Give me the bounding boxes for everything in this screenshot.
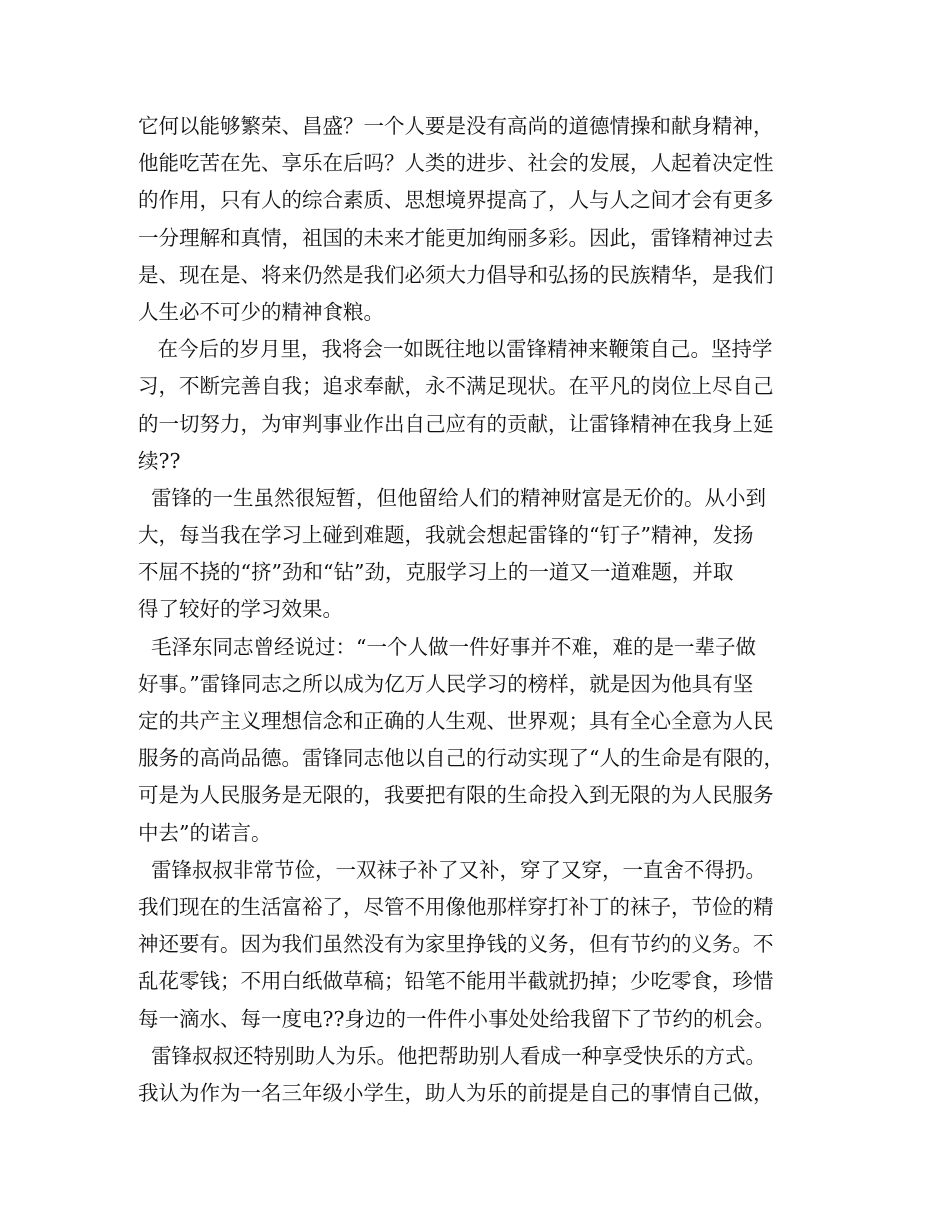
text-line: 中去”的诺言。: [138, 820, 272, 845]
text-line: 雷锋叔叔非常节俭，一双袜子补了又补，穿了又穿，一直舍不得扔。: [138, 857, 767, 882]
text-line: 乱花零钱；不用白纸做草稿；铅笔不能用半截就扔掉；少吃零食，珍惜: [138, 969, 774, 994]
text-line: 服务的高尚品德。雷锋同志他以自己的行动实现了“人的生命是有限的，: [138, 746, 784, 771]
text-line: 续??: [138, 448, 181, 473]
text-line: 雷锋叔叔还特别助人为乐。他把帮助别人看成一种享受快乐的方式。: [138, 1043, 767, 1068]
text-line: 一分理解和真情，祖国的未来才能更加绚丽多彩。因此，雷锋精神过去: [138, 225, 774, 250]
text-line: 不屈不挠的“挤”劲和“钻”劲，克服学习上的一道又一道难题，并取: [138, 560, 734, 585]
text-line: 每一滴水、每一度电??身边的一件件小事处处给我留下了节约的机会。: [138, 1006, 775, 1031]
text-line: 神还要有。因为我们虽然没有为家里挣钱的义务，但有节约的义务。不: [138, 932, 774, 957]
text-line: 好事。”雷锋同志之所以成为亿万人民学习的榜样，就是因为他具有坚: [138, 671, 754, 696]
text-line: 的一切努力，为审判事业作出自己应有的贡献，让雷锋精神在我身上延: [138, 411, 774, 436]
text-line: 他能吃苦在先、享乐在后吗？人类的进步、社会的发展，人起着决定性: [138, 151, 774, 176]
text-line: 我认为作为一名三年级小学生，助人为乐的前提是自己的事情自己做，: [138, 1080, 774, 1105]
text-line: 它何以能够繁荣、昌盛？一个人要是没有高尚的道德情操和献身精神，: [138, 114, 774, 138]
text-line: 得了较好的学习效果。: [138, 597, 343, 622]
text-line: 的作用，只有人的综合素质、思想境界提高了，人与人之间才会有更多: [138, 188, 774, 213]
text-line: 我们现在的生活富裕了，尽管不用像他那样穿打补丁的袜子，节俭的精: [138, 894, 774, 919]
text-line: 在今后的岁月里，我将会一如既往地以雷锋精神来鞭策自己。坚持学: [138, 337, 773, 362]
text-line: 习，不断完善自我；追求奉献，永不满足现状。在平凡的岗位上尽自己: [138, 374, 774, 399]
text-line: 大，每当我在学习上碰到难题，我就会想起雷锋的“钉子”精神，发扬: [138, 523, 754, 548]
text-line: 雷锋的一生虽然很短暂，但他留给人们的精神财富是无价的。从小到: [138, 485, 767, 510]
text-line: 可是为人民服务是无限的，我要把有限的生命投入到无限的为人民服务: [138, 783, 774, 808]
text-line: 定的共产主义理想信念和正确的人生观、世界观；具有全心全意为人民: [138, 709, 774, 733]
text-line: 是、现在是、将来仍然是我们必须大力倡导和弘扬的民族精华，是我们: [138, 262, 774, 287]
text-line: 人生必不可少的精神食粮。: [138, 299, 384, 324]
text-line: 毛泽东同志曾经说过：“一个人做一件好事并不难，难的是一辈子做: [138, 634, 757, 659]
body-text: [138, 108, 828, 1112]
